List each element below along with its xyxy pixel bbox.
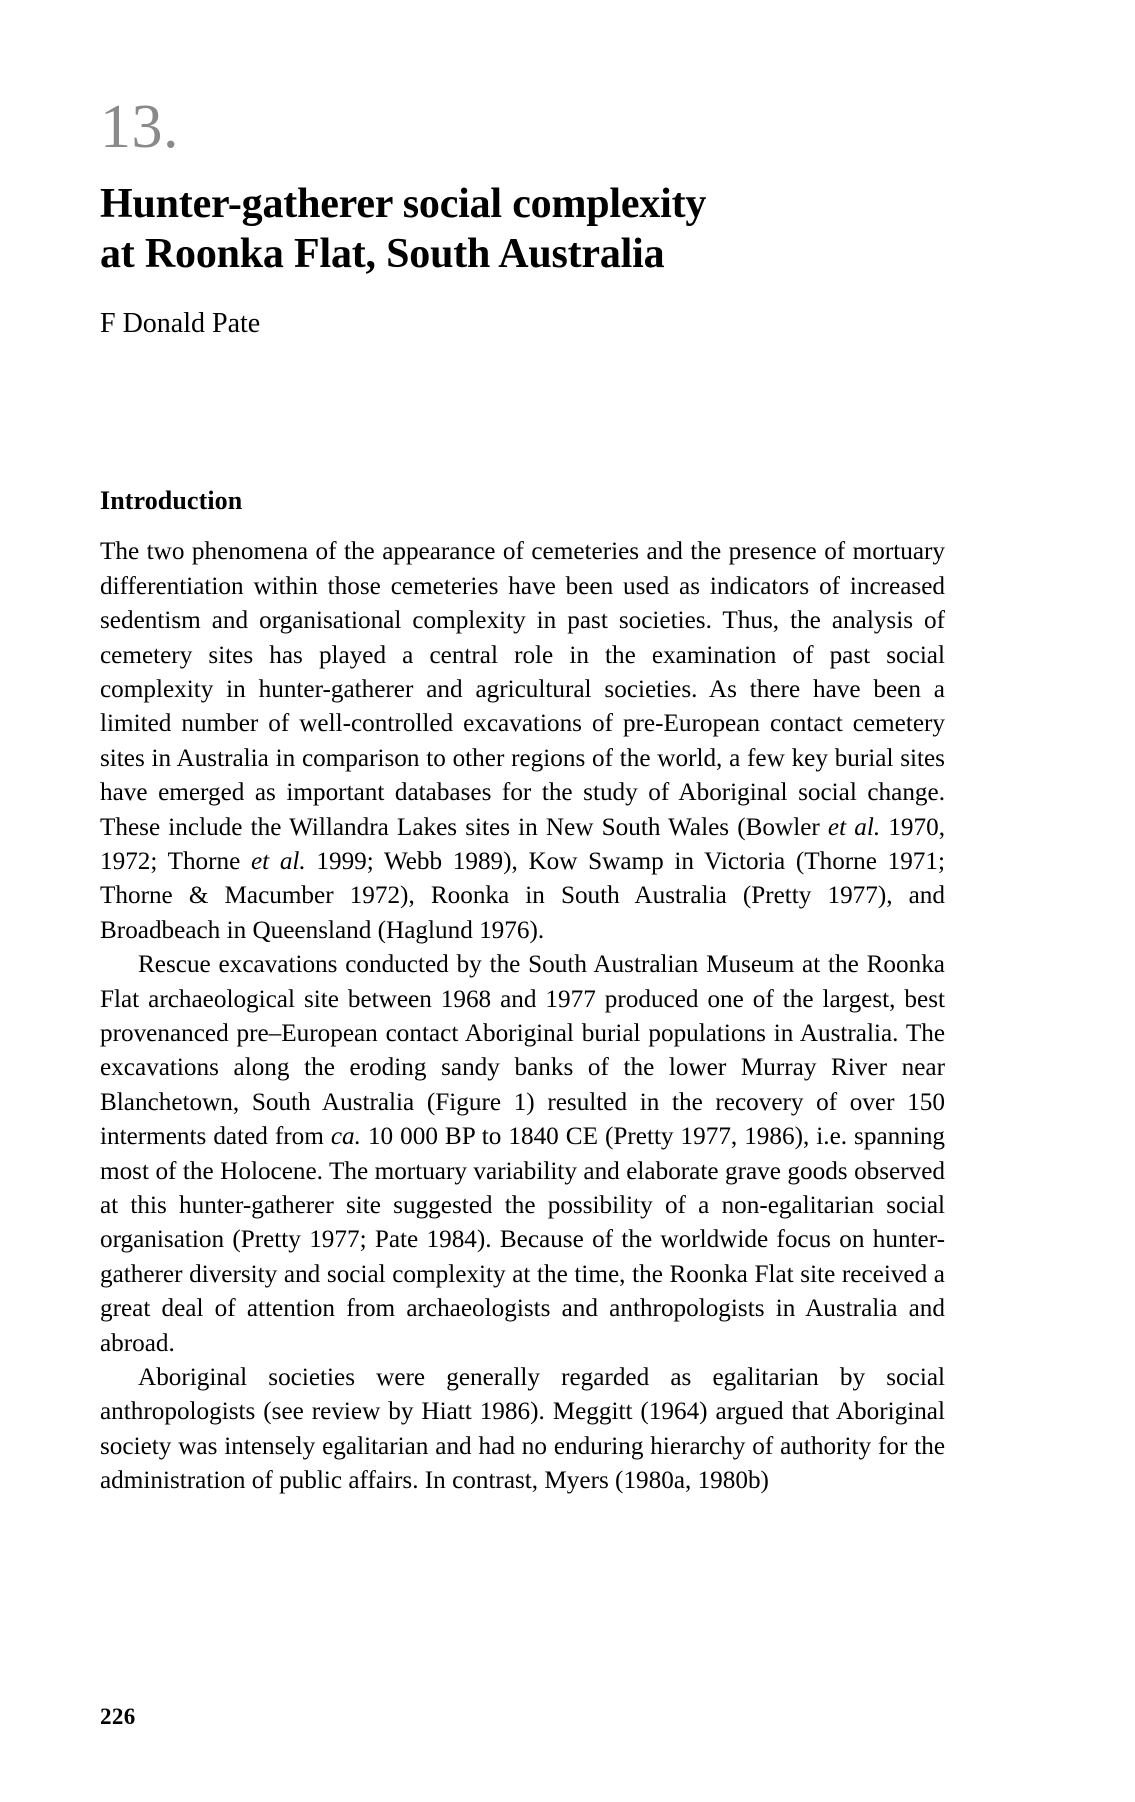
page-number: 226 bbox=[100, 1704, 136, 1729]
paragraph-1-italic-2: et al. bbox=[250, 847, 306, 875]
author-name: F Donald Pate bbox=[100, 307, 261, 339]
page-content bbox=[100, 93, 946, 1499]
chapter-number: 13. bbox=[100, 93, 179, 161]
page-title bbox=[100, 180, 945, 280]
paragraph-2 bbox=[100, 948, 945, 1361]
paragraph-2-part-b: 10 000 BP to 1840 CE (Pretty 1977, 1986), i.e. spanning most of the Holocene. The mortuary variability and elaborate grave goods observed at this hunter-gatherer site suggested the possibility of a non-egalitarian social organisation (Pretty 1977; Pate 1984). Because of the worldwide focus on hunter-gatherer diversity and social complexity at the time, the Roonka Flat site received a great deal of attention from archaeologists and anthropologists in Australia and abroad. bbox=[100, 1123, 946, 1357]
paragraph-3: Aboriginal societies were generally regarded as egalitarian by social anthropologists (see review by Hiatt 1986). Meggitt (1964) argued that Aboriginal society was intensely egalitarian and had no enduring hierarchy of authority for the administration of public affairs. In contrast, Myers (1980a, 1980b) bbox=[100, 1364, 945, 1495]
paragraph-1-part-c: 1999; Webb 1989), Kow Swamp in Victoria (Thorne 1971; Thorne & Macumber 1972), Roonka in South Australia (Pretty 1977), and Broadbeach in Queensland (Haglund 1976). bbox=[100, 847, 945, 944]
chapter-title-line-2: at Roonka Flat, South Australia bbox=[100, 230, 665, 277]
paragraph-1-part-b: 1970, 1972; Thorne bbox=[100, 813, 945, 875]
section-heading-introduction: Introduction bbox=[100, 486, 243, 516]
chapter-title-line-1: Hunter-gatherer social complexity bbox=[100, 181, 707, 227]
paragraph-1-italic-1: et al. bbox=[827, 813, 881, 841]
paragraph-1-part-a: The two phenomena of the appearance of cemeteries and the presence of mortuary differentiation within those cemeteries have been used as indicators of increased sedentism and organisational complexity in past societies. Thus, the analysis of cemetery sites has played a central role in the examination of past social complexity in hunter-gatherer and agricultural societies. As there have been a limited number of well-controlled excavations of pre-European contact cemetery sites in Australia in comparison to other regions of the world, a few key burial sites have emerged as important databases for the study of Aboriginal social change. These include the Willandra Lakes sites in New South Wales (Bowler bbox=[100, 538, 945, 841]
paragraph-2-italic-1: ca. bbox=[330, 1123, 361, 1151]
paragraph-1 bbox=[100, 535, 945, 948]
paragraph-2-part-a: Rescue excavations conducted by the South Australian Museum at the Roonka Flat archaeological site between 1968 and 1977 produced one of the largest, best provenanced pre–European contact Aboriginal burial populations in Australia. The excavations along the eroding sandy banks of the lower Murray River near Blanchetown, South Australia (Figure 1) resulted in the recovery of over 150 interments dated from bbox=[100, 951, 945, 1151]
